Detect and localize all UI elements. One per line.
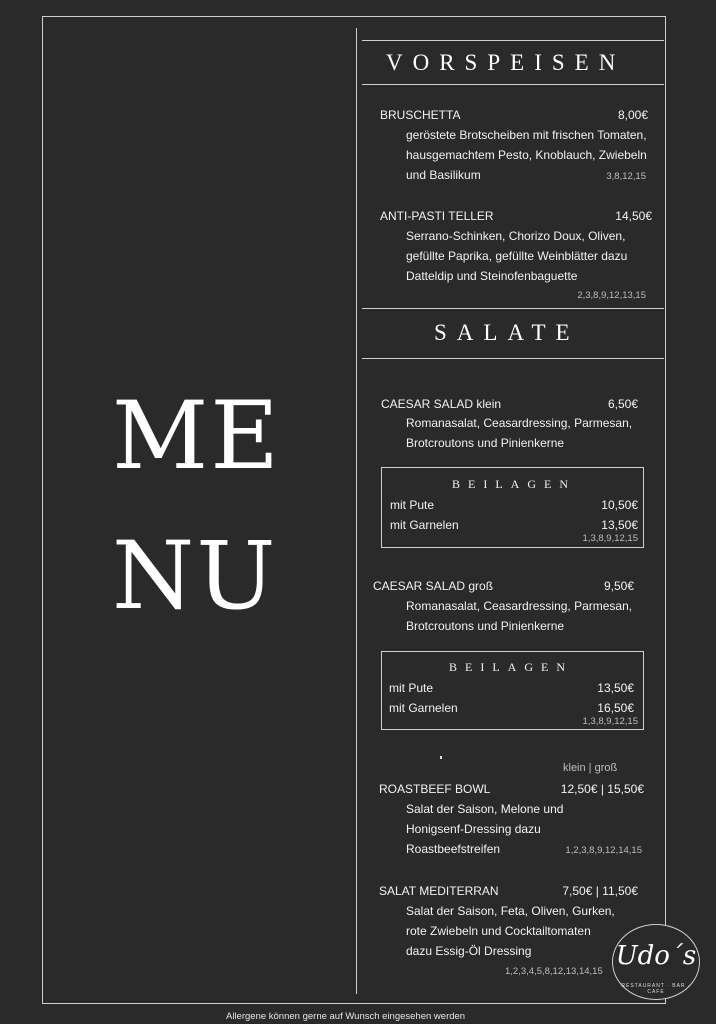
- item-name-mediterran: SALAT MEDITERRAN: [379, 884, 499, 898]
- udos-logo: [612, 924, 700, 1000]
- item-price-antipasti: 14,50€: [615, 209, 652, 223]
- item-desc-line: rote Zwiebeln und Cocktailtomaten: [406, 924, 591, 938]
- item-desc-line: Romanasalat, Ceasardressing, Parmesan,: [406, 416, 633, 430]
- item-desc-line: und Basilikum: [406, 168, 481, 182]
- item-name-caesar-small: CAESAR SALAD klein: [381, 397, 502, 411]
- size-header: klein | groß: [563, 762, 618, 774]
- item-desc-line: geröstete Brotscheiben mit frischen Tomaten,: [406, 128, 647, 142]
- allergens: 1,3,8,9,12,15: [582, 533, 638, 544]
- divider: [362, 308, 664, 309]
- item-desc-line: Roastbeefstreifen: [406, 842, 501, 856]
- allergens: 1,2,3,4,5,8,12,13,14,15: [505, 966, 603, 977]
- item-desc-line: Honigsenf-Dressing dazu: [406, 822, 541, 836]
- section-title-vorspeisen: VORSPEISEN: [386, 50, 626, 75]
- item-desc-line: Salat der Saison, Melone und: [406, 802, 564, 816]
- allergens: 1,3,8,9,12,15: [582, 716, 638, 727]
- beilage-price: 13,50€: [601, 518, 638, 532]
- stray-mark: [440, 756, 442, 759]
- item-name-bruschetta: BRUSCHETTA: [380, 108, 461, 122]
- menu-title-line1: ME: [112, 382, 281, 491]
- item-desc-line: gefüllte Paprika, gefüllte Weinblätter dazu: [406, 249, 628, 263]
- item-price-bruschetta: 8,00€: [617, 108, 648, 122]
- beilage-name: mit Garnelen: [390, 518, 459, 532]
- section-title-salate: SALATE: [434, 320, 580, 345]
- item-desc-line: hausgemachtem Pesto, Knoblauch, Zwiebeln: [406, 148, 647, 162]
- allergens: 3,8,12,15: [606, 171, 646, 182]
- allergens: 2,3,8,9,12,13,15: [577, 290, 646, 301]
- beilage-name: mit Pute: [389, 681, 434, 695]
- divider: [362, 40, 664, 41]
- allergen-footer-note: Allergene können gerne auf Wunsch eingesehen werden: [226, 1011, 466, 1022]
- item-desc-line: Brotcroutons und Pinienkerne: [406, 436, 565, 450]
- logo-name: Udo´s: [615, 941, 697, 971]
- column-divider: [356, 28, 357, 994]
- item-desc-line: Romanasalat, Ceasardressing, Parmesan,: [406, 599, 633, 613]
- divider: [362, 84, 664, 85]
- beilage-price: 10,50€: [601, 498, 638, 512]
- beilage-price: 13,50€: [597, 681, 634, 695]
- item-price-roastbeef: 12,50€ | 15,50€: [560, 782, 644, 796]
- menu-title-line2: NU: [112, 522, 278, 631]
- item-desc-line: Brotcroutons und Pinienkerne: [406, 619, 565, 633]
- logo-subtitle: RESTAURANT · BAR · CAFE: [621, 983, 691, 995]
- item-price-caesar-large: 9,50€: [603, 579, 634, 593]
- item-name-caesar-large: CAESAR SALAD groß: [373, 579, 494, 593]
- item-desc-line: Datteldip und Steinofenbaguette: [406, 269, 578, 283]
- item-desc-line: Serrano-Schinken, Chorizo Doux, Oliven,: [406, 229, 626, 243]
- beilage-price: 16,50€: [597, 701, 634, 715]
- divider: [362, 358, 664, 359]
- item-price-caesar-small: 6,50€: [607, 397, 638, 411]
- beilagen-title: BEILAGEN: [449, 660, 573, 674]
- item-desc-line: dazu Essig-Öl Dressing: [406, 944, 532, 958]
- beilage-name: mit Garnelen: [389, 701, 458, 715]
- item-price-mediterran: 7,50€ | 11,50€: [562, 884, 638, 898]
- beilage-name: mit Pute: [390, 498, 435, 512]
- beilagen-title: BEILAGEN: [452, 477, 576, 491]
- item-name-roastbeef: ROASTBEEF BOWL: [379, 782, 491, 796]
- item-name-antipasti: ANTI-PASTI TELLER: [380, 209, 494, 223]
- item-desc-line: Salat der Saison, Feta, Oliven, Gurken,: [406, 904, 615, 918]
- allergens: 1,2,3,8,9,12,14,15: [565, 845, 642, 856]
